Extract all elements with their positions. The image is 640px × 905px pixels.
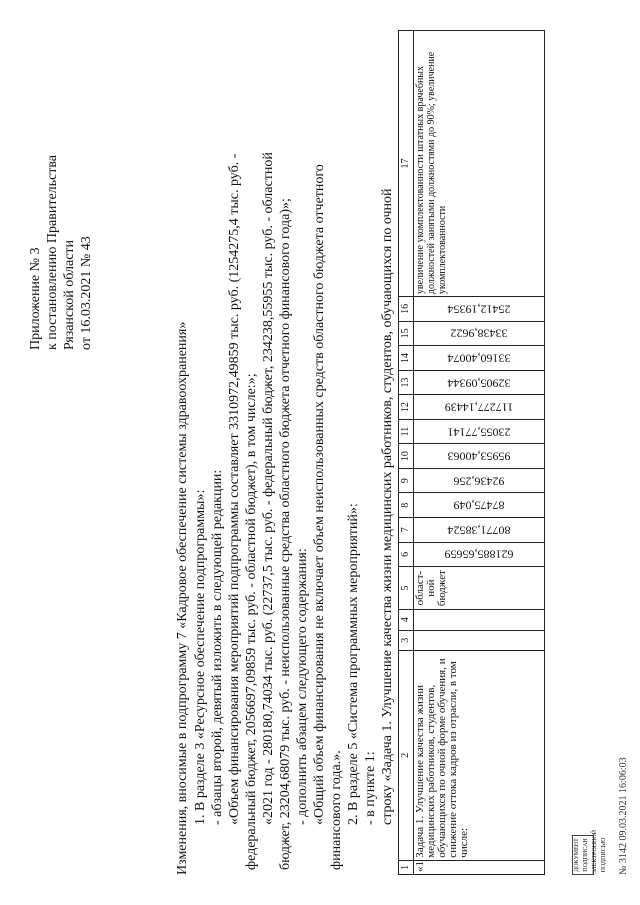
text-line: «Объем финансирования мероприятий подпрограммы составляет 3310972,49859 тыс. руб. (1254275,4 тыс. руб. - [227, 153, 242, 825]
text-line: строку «Задача 1. Улучшение качества жизни медицинских работников, студентов, обучающихся по очной [380, 188, 395, 825]
value-cell [414, 468, 545, 493]
text-line: финансового года.». [329, 750, 344, 870]
text-line: федеральный бюджет, 2056697,09859 тыс. руб. - областной бюджет), в том числе:»; [244, 373, 259, 870]
header-cell: 8 [399, 493, 414, 518]
text-line: 1. В разделе 3 «Ресурсное обеспечение подпрограммы»: [193, 489, 208, 825]
header-cell: 5 [399, 567, 414, 610]
row-number: «1 [414, 860, 545, 874]
value-cell [414, 297, 545, 322]
value-text: 33438,9622 [450, 326, 508, 341]
text-line: «2021 год - 280180,74034 тыс. руб. (22737,5 тыс. руб. - федеральный бюджет, 234238,55955 тыс. руб. - областной [261, 152, 276, 825]
value-text: 80771,38524 [447, 523, 511, 538]
text-line: «Общий объем финансирования не включает объем неиспользованных средств областного бюджета отчетного [312, 164, 327, 825]
appendix-line-3: Рязанской области [62, 239, 77, 350]
header-cell: 14 [399, 346, 414, 371]
header-cell: 3 [399, 630, 414, 650]
value-text: 95953,40063 [447, 449, 511, 464]
header-cell: 4 [399, 610, 414, 630]
page-title: Изменения, вносимые в подпрограмму 7 «Кадровое обеспечение системы здравоохранения» [175, 321, 190, 875]
value-cell [414, 542, 545, 567]
text-line: - абзацы второй, девятый изложить в следующей редакции: [210, 469, 225, 825]
value-text: 32905,09344 [447, 376, 511, 391]
value-cell [414, 321, 545, 346]
document-registration-number: № 3142 09.03.2021 16:06:03 [618, 757, 629, 875]
appendix-line-1: Приложение № 3 [28, 247, 43, 350]
header-cell: 7 [399, 518, 414, 543]
header-cell: 15 [399, 321, 414, 346]
value-cell [414, 419, 545, 444]
value-text: 25412,19354 [447, 302, 511, 317]
value-text: 92436,256 [453, 474, 505, 489]
expected-result: увеличение укомплектованности штатных врачебных должностей занятыми должностями до 90%; увеличение укомплектованности [414, 31, 545, 297]
electronic-signature-stamp: ДОКУМЕНТ ПОДПИСАН ЭЛЕКТРОННОЙ ПОДПИСЬЮ [574, 829, 607, 874]
empty-cell [414, 630, 545, 650]
value-text: 87475,049 [453, 498, 505, 513]
header-cell: 6 [399, 542, 414, 567]
value-text: 23055,77141 [447, 425, 511, 440]
text-line: 2. В разделе 5 «Система программных мероприятий»: [346, 503, 361, 825]
header-cell: 17 [399, 31, 414, 297]
table-row [414, 31, 545, 875]
text-line: - в пункте 1: [363, 751, 378, 825]
value-text: 33160,40074 [447, 351, 511, 366]
funding-source: област-ной бюджет [414, 567, 545, 610]
value-text: 621885,65659 [444, 547, 514, 562]
value-cell [414, 444, 545, 469]
value-cell [414, 346, 545, 371]
header-cell: 13 [399, 370, 414, 395]
text-line: бюджет, 23204,68079 тыс. руб. - неиспользованные средства областного бюджета отчетного финансового года)»; [278, 198, 293, 870]
header-cell: 1 [399, 860, 414, 874]
table-header-row [399, 31, 414, 875]
value-cell [414, 493, 545, 518]
task-description: Задача 1. Улучшение качества жизни медицинских работников, студентов, обучающихся по очной форме обучения, и снижение оттока кадров из отрасли, в том числе: [414, 650, 545, 860]
header-cell: 16 [399, 297, 414, 322]
appendix-line-4: от 16.03.2021 № 43 [79, 236, 94, 350]
value-cell [414, 395, 545, 420]
program-table [398, 30, 545, 875]
header-cell: 9 [399, 468, 414, 493]
header-cell: 2 [399, 650, 414, 860]
header-cell: 12 [399, 395, 414, 420]
value-text: 117277,14439 [444, 400, 514, 415]
text-line: - дополнить абзацем следующего содержания: [295, 548, 310, 825]
header-cell: 11 [399, 419, 414, 444]
header-cell: 10 [399, 444, 414, 469]
value-cell [414, 370, 545, 395]
empty-cell [414, 610, 545, 630]
value-cell [414, 518, 545, 543]
appendix-line-2: к постановлению Правительства [45, 154, 60, 350]
